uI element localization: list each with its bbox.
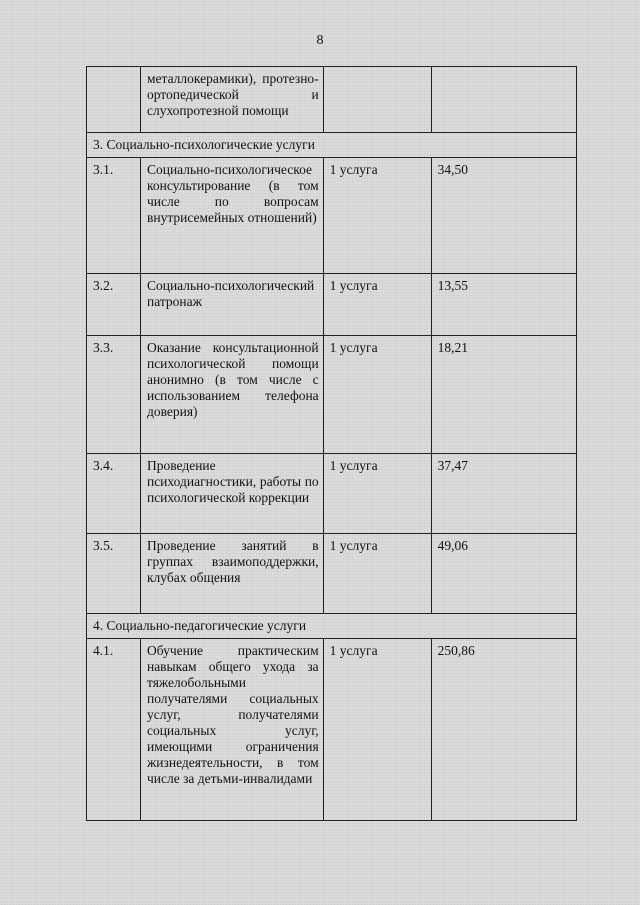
section-header bbox=[87, 614, 577, 639]
price-cell: 34,50 bbox=[431, 158, 576, 274]
price-cell: 13,55 bbox=[431, 274, 576, 336]
price-cell: 250,86 bbox=[431, 639, 576, 821]
row-number: 3.2. bbox=[87, 274, 141, 336]
service-name: Обучение практическим навыкам общего ухода за тяжелобольными получателями социальных услуг, получателями социальных услуг, имеющими ограничения жизнедеятельности, в том числе за детьми-инвалидами bbox=[140, 639, 323, 821]
table-row bbox=[87, 274, 577, 336]
services-price-table bbox=[86, 66, 577, 821]
price-cell: 49,06 bbox=[431, 534, 576, 614]
section-title: 4. Социально-педагогические услуги bbox=[87, 614, 577, 639]
service-name: Оказание консультационной психологической помощи анонимно (в том числе с использованием телефона доверия) bbox=[140, 336, 323, 454]
table-row bbox=[87, 534, 577, 614]
page-number: 8 bbox=[316, 33, 324, 48]
unit-cell: 1 услуга bbox=[323, 534, 431, 614]
table-row bbox=[87, 454, 577, 534]
section-header bbox=[87, 133, 577, 158]
row-number: 3.4. bbox=[87, 454, 141, 534]
unit-cell: 1 услуга bbox=[323, 639, 431, 821]
unit-cell: 1 услуга bbox=[323, 454, 431, 534]
service-name: Проведение психодиагностики, работы по психологической коррекции bbox=[140, 454, 323, 534]
unit-cell: 1 услуга bbox=[323, 158, 431, 274]
row-number: 3.3. bbox=[87, 336, 141, 454]
service-name: Социально-психологический патронаж bbox=[140, 274, 323, 336]
section-title: 3. Социально-психологические услуги bbox=[87, 133, 577, 158]
service-name: Социально-психологическое консультирование (в том числе по вопросам внутрисемейных отношений) bbox=[140, 158, 323, 274]
service-name: металлокерамики), протезно-ортопедической и слухопротезной помощи bbox=[140, 67, 323, 133]
row-number: 3.5. bbox=[87, 534, 141, 614]
unit-cell bbox=[323, 67, 431, 133]
table-row bbox=[87, 158, 577, 274]
unit-cell: 1 услуга bbox=[323, 336, 431, 454]
row-number bbox=[87, 67, 141, 133]
row-number: 4.1. bbox=[87, 639, 141, 821]
price-cell bbox=[431, 67, 576, 133]
table-row bbox=[87, 67, 577, 133]
service-name: Проведение занятий в группах взаимоподдержки, клубах общения bbox=[140, 534, 323, 614]
price-cell: 37,47 bbox=[431, 454, 576, 534]
table-row bbox=[87, 639, 577, 821]
row-number: 3.1. bbox=[87, 158, 141, 274]
table-row bbox=[87, 336, 577, 454]
unit-cell: 1 услуга bbox=[323, 274, 431, 336]
price-cell: 18,21 bbox=[431, 336, 576, 454]
